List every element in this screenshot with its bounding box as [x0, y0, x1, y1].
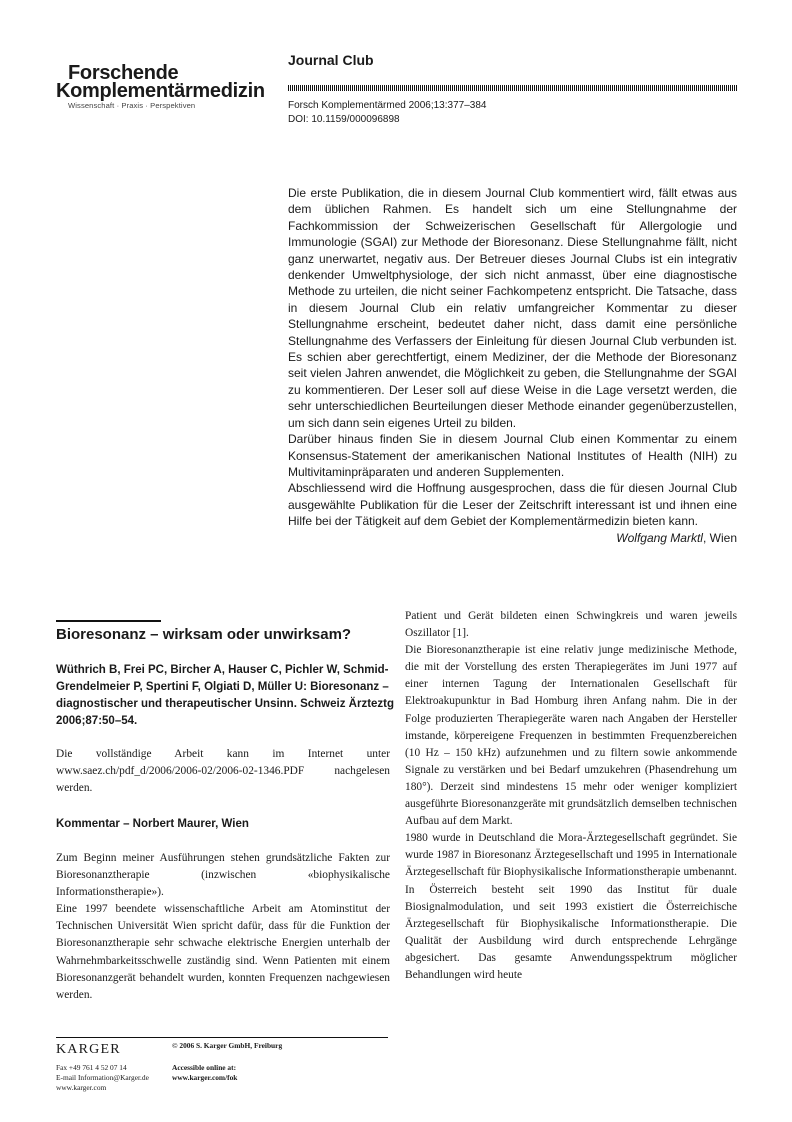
- body-paragraph: Zum Beginn meiner Ausführungen stehen grundsätzliche Fakten zur Bioresonanztherapie (inzwischen «biophysikalische Informationstherapie»).: [56, 852, 390, 899]
- comment-heading: Kommentar – Norbert Maurer, Wien: [56, 818, 249, 830]
- header-divider-bar: [288, 85, 737, 91]
- journal-logo-tagline: Wissenschaft · Praxis · Perspektiven: [68, 101, 196, 110]
- body-paragraph: 1980 wurde in Deutschland die Mora-Ärztegesellschaft gegründet. Sie wurde 1987 in Bioresonanz Ärztegesellschaft und 1995 in Internationale Ärztegesellschaft für Biophysikalische Informationstherapie umbenannt. In Österreich besteht seit 1990 das Institut für duale Biosignalmodulation, und seit 1993 existiert die Österreichische Ärztegesellschaft für Biophysikalische Informationstherapie. Die Qualität der Ausbildung wird durch entsprechende Lehrgänge abgesichert. Das gesamte Anwendungsspektrum möglicher Behandlungen wird heute: [405, 832, 737, 981]
- intro-paragraph: Die erste Publikation, die in diesem Journal Club kommentiert wird, fällt etwas aus dem üblichen Rahmen. Es handelt sich um eine Stellungnahme der Fachkommission der Schweizerischen Gesellschaft für Allergologie und Immunologie (SGAI) zur Methode der Bioresonanz. Diese Stellungnahme fällt, nicht ganz unerwartet, negativ aus. Der Betreuer dieses Journal Clubs ist ein integrativ denkender Umweltphysiologe, der sich nicht anmasst, über eine diagnostische Methode zu urteilen, die nicht seiner Fachkompetenz entspricht. Die Tatsache, dass in diesem Journal Club ein relativ umfangreicher Kommentar zu dieser Stellungnahme erscheint, bedeutet daher nicht, dass damit eine persönliche Stellungnahme des Verfassers der Einleitung für diesen Journal Club verbunden ist. Es schien aber gerechtfertigt, einem Mediziner, der die Methode der Bioresonanz seit vielen Jahren anwendet, die Möglichkeit zu geben, die Stellungnahme der SGAI zu kommentieren. Der Leser soll auf diese Weise in die Lage versetzt werden, die sehr unterschiedlichen Beurteilungen dieser Methode einander gegenüberzustellen, um sich dann sein eigenes Urteil zu bilden.: [288, 186, 737, 430]
- signature-place: , Wien: [702, 530, 737, 545]
- footer-web: www.karger.com: [56, 1083, 107, 1092]
- body-paragraph: Patient und Gerät bildeten einen Schwingkreis und waren jeweils Oszillator [1].: [405, 610, 737, 640]
- article-title: Bioresonanz – wirksam oder unwirksam?: [56, 626, 352, 643]
- journal-citation: Forsch Komplementärmed 2006;13:377–384: [288, 100, 487, 111]
- footer-online-url: www.karger.com/fok: [172, 1073, 238, 1082]
- article-title-rule: [56, 620, 161, 622]
- right-column-body: [405, 608, 737, 984]
- article-reference: Wüthrich B, Frei PC, Bircher A, Hauser C, Pichler W, Schmid-Grendelmeier P, Spertini F, Olgiati D, Müller U: Bioresonanz – diagnostischer und therapeutischer Unsinn. Schweiz Ärzteztg 2006;87:50–54.: [56, 664, 395, 727]
- publisher-logo: KARGER: [56, 1042, 121, 1057]
- body-paragraph: Eine 1997 beendete wissenschaftliche Arbeit am Atominstitut der Technischen Universität Wien spricht dafür, dass für die Funktion der Bioresonanztherapie sehr schwache elektrische Energien unterhalb der Wahrnehmbarkeitsschwelle zuständig sind. Wenn Patienten mit einem Bioresonanzgerät behandelt wurden, konnten Frequenzen nachgewiesen werden.: [56, 903, 390, 1001]
- intro-paragraph: Abschliessend wird die Hoffnung ausgesprochen, dass die für diesen Journal Club ausgewählte Publikation für die Leser der Zeitschrift interessant ist und ihnen eine Hilfe bei der Tätigkeit auf dem Gebiet der Komplementärmedizin bieten kann.: [288, 481, 737, 529]
- left-column-body: [56, 850, 390, 1004]
- footer-online: [172, 1063, 237, 1083]
- doi-line: DOI: 10.1159/000096898: [288, 114, 400, 125]
- intro-text: [288, 185, 737, 546]
- footer-contact: [56, 1063, 149, 1093]
- footer-copyright: © 2006 S. Karger GmbH, Freiburg: [172, 1041, 283, 1050]
- journal-logo-line1: Forschende: [68, 62, 179, 84]
- footer-rule: [56, 1037, 388, 1038]
- footer-email: E-mail Information@Karger.de: [56, 1073, 149, 1082]
- body-paragraph: Die Bioresonanztherapie ist eine relativ junge medizinische Methode, die mit der Vorstellung des ersten Therapiegerätes im Juni 1977 auf einer internen Tagung der Internationalen Gesellschaft für Elektroakupunktur in Bad Homburg ihren Anfang nahm. Die in der Folge produzierten Therapiegeräte waren nach Angaben der Hersteller imstande, körpereigene Frequenzen in bestimmten Frequenzbereichen (10 Hz – 150 kHz) aufzunehmen und zu filtern sowie ankommende Signale zu verstärken und bei Bedarf umzukehren (Phasendrehung um 180°). Derzeit sind mindestens 15 mehr oder weniger kompliziert ausgeführte Bioresonanzgeräte mit grundsätzlich demselben technischen Aufbau auf dem Markt.: [405, 644, 737, 828]
- intro-paragraph: Darüber hinaus finden Sie in diesem Journal Club einen Kommentar zu einem Konsensus-Statement der amerikanischen National Institutes of Health (NIH) zu Multivitaminpräparaten und anderen Supplementen.: [288, 432, 737, 479]
- journal-logo-line2: Komplementärmedizin: [56, 80, 265, 102]
- intro-signature: [288, 530, 737, 546]
- footer-fax: Fax +49 761 4 52 07 14: [56, 1063, 127, 1072]
- signature-name: Wolfgang Marktl: [616, 530, 703, 545]
- footer-online-label: Accessible online at:: [172, 1063, 237, 1072]
- section-title: Journal Club: [288, 52, 374, 68]
- full-text-note: Die vollständige Arbeit kann im Internet unter www.saez.ch/pdf_d/2006/2006-02/2006-02-1346.PDF nachgelesen werden.: [56, 748, 390, 794]
